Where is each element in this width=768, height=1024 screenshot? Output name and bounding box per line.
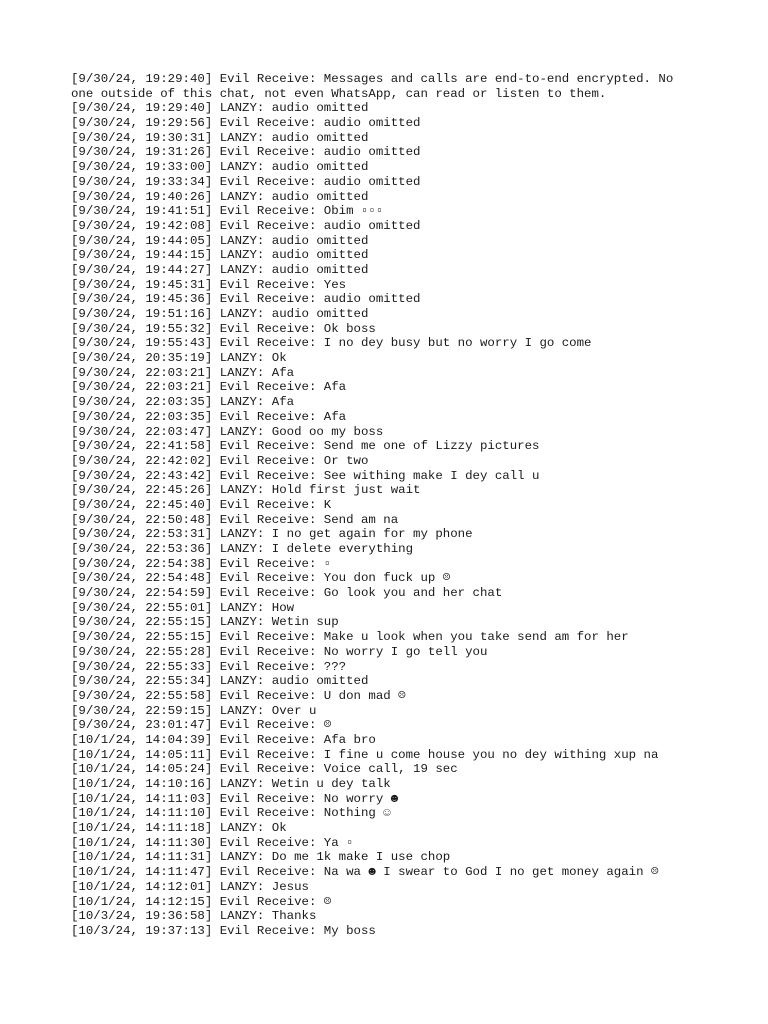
message-line: [9/30/24, 22:45:40] Evil Receive: K bbox=[71, 497, 332, 512]
chat-log bbox=[71, 72, 701, 939]
message-line: [9/30/24, 22:45:26] LANZY: Hold first just wait bbox=[71, 483, 421, 498]
message-line: [9/30/24, 20:35:19] LANZY: Ok bbox=[71, 351, 287, 366]
message-line: [9/30/24, 22:03:21] LANZY: Afa bbox=[71, 365, 295, 380]
message-line: [9/30/24, 19:33:00] LANZY: audio omitted bbox=[71, 160, 369, 175]
message-line: [9/30/24, 22:55:33] Evil Receive: ??? bbox=[71, 659, 347, 674]
message-line: [9/30/24, 22:41:58] Evil Receive: Send me one of Lizzy pictures bbox=[71, 439, 540, 454]
message-line: [9/30/24, 19:44:05] LANZY: audio omitted bbox=[71, 233, 369, 248]
message-line: [9/30/24, 22:50:48] Evil Receive: Send am na bbox=[71, 512, 399, 527]
message-line: [9/30/24, 19:29:56] Evil Receive: audio omitted bbox=[71, 116, 421, 131]
message-line: [10/1/24, 14:11:30] Evil Receive: Ya ▫ bbox=[71, 835, 354, 850]
message-line: [9/30/24, 19:55:43] Evil Receive: I no dey busy but no worry I go come bbox=[71, 336, 592, 351]
message-line: [9/30/24, 23:01:47] Evil Receive: ☹ bbox=[71, 718, 332, 733]
message-line: [9/30/24, 19:30:31] LANZY: audio omitted bbox=[71, 130, 369, 145]
message-line: [9/30/24, 19:29:40] LANZY: audio omitted bbox=[71, 101, 369, 116]
message-continuation-line: one outside of this chat, not even WhatsApp, can read or listen to them. bbox=[71, 86, 607, 101]
message-line: [9/30/24, 22:55:15] LANZY: Wetin sup bbox=[71, 615, 339, 630]
message-line: [10/1/24, 14:12:01] LANZY: Jesus bbox=[71, 879, 309, 894]
message-line: [9/30/24, 22:43:42] Evil Receive: See withing make I dey call u bbox=[71, 468, 540, 483]
message-line: [10/3/24, 19:37:13] Evil Receive: My boss bbox=[71, 923, 376, 938]
message-line: [9/30/24, 22:03:47] LANZY: Good oo my boss bbox=[71, 424, 384, 439]
message-line: [10/1/24, 14:10:16] LANZY: Wetin u dey talk bbox=[71, 777, 391, 791]
message-line: [9/30/24, 22:03:35] Evil Receive: Afa bbox=[71, 409, 347, 424]
message-line: [9/30/24, 19:40:26] LANZY: audio omitted bbox=[71, 189, 369, 204]
message-line: [9/30/24, 19:41:51] Evil Receive: Obim ▫▫▫ bbox=[71, 204, 384, 219]
message-line: [9/30/24, 22:42:02] Evil Receive: Or two bbox=[71, 453, 369, 468]
message-line: [9/30/24, 22:53:36] LANZY: I delete everything bbox=[71, 542, 414, 556]
message-line: [10/1/24, 14:11:03] Evil Receive: No worry ☻ bbox=[71, 791, 399, 806]
message-line: [10/1/24, 14:11:31] LANZY: Do me 1k make I use chop bbox=[71, 850, 451, 865]
message-line: [9/30/24, 19:45:36] Evil Receive: audio omitted bbox=[71, 292, 421, 307]
message-line: [9/30/24, 22:53:31] LANZY: I no get again for my phone bbox=[71, 527, 473, 542]
message-line: [10/1/24, 14:12:15] Evil Receive: ☹ bbox=[71, 894, 332, 909]
message-line: [9/30/24, 22:55:01] LANZY: How bbox=[71, 600, 295, 615]
message-line: [10/3/24, 19:36:58] LANZY: Thanks bbox=[71, 909, 317, 924]
message-line: [10/1/24, 14:04:39] Evil Receive: Afa bro bbox=[71, 732, 376, 747]
message-line: [9/30/24, 22:55:28] Evil Receive: No worry I go tell you bbox=[71, 644, 488, 659]
message-line: [9/30/24, 22:54:38] Evil Receive: ▫ bbox=[71, 556, 332, 571]
message-line: [10/1/24, 14:11:47] Evil Receive: Na wa ☻ I swear to God I no get money again ☹ bbox=[71, 865, 659, 880]
message-line: [9/30/24, 19:31:26] Evil Receive: audio omitted bbox=[71, 145, 421, 160]
message-line: [9/30/24, 19:42:08] Evil Receive: audio omitted bbox=[71, 218, 421, 233]
message-line: [9/30/24, 22:55:15] Evil Receive: Make u look when you take send am for her bbox=[71, 630, 629, 645]
message-line: [9/30/24, 19:51:16] LANZY: audio omitted bbox=[71, 307, 369, 321]
message-line: [9/30/24, 19:44:27] LANZY: audio omitted bbox=[71, 262, 369, 277]
message-line: [9/30/24, 22:55:34] LANZY: audio omitted bbox=[71, 674, 369, 689]
message-line: [9/30/24, 22:59:15] LANZY: Over u bbox=[71, 703, 317, 718]
message-line: [9/30/24, 22:03:35] LANZY: Afa bbox=[71, 395, 295, 410]
message-line: [9/30/24, 22:55:58] Evil Receive: U don mad ☹ bbox=[71, 688, 406, 703]
message-line: [10/1/24, 14:05:11] Evil Receive: I fine u come house you no dey withing xup na bbox=[71, 747, 659, 762]
message-line: [9/30/24, 22:03:21] Evil Receive: Afa bbox=[71, 380, 347, 395]
message-line: [9/30/24, 19:33:34] Evil Receive: audio omitted bbox=[71, 174, 421, 189]
message-line: [9/30/24, 19:45:31] Evil Receive: Yes bbox=[71, 277, 347, 292]
message-line: [9/30/24, 19:55:32] Evil Receive: Ok boss bbox=[71, 321, 376, 336]
message-line: [9/30/24, 19:29:40] Evil Receive: Messages and calls are end-to-end encrypted. No bbox=[71, 72, 674, 86]
message-line: [9/30/24, 19:44:15] LANZY: audio omitted bbox=[71, 248, 369, 263]
message-line: [9/30/24, 22:54:48] Evil Receive: You don fuck up ☹ bbox=[71, 571, 451, 586]
message-line: [10/1/24, 14:05:24] Evil Receive: Voice call, 19 sec bbox=[71, 762, 458, 777]
message-line: [10/1/24, 14:11:10] Evil Receive: Nothing ☺ bbox=[71, 806, 391, 821]
message-line: [9/30/24, 22:54:59] Evil Receive: Go look you and her chat bbox=[71, 586, 503, 601]
message-line: [10/1/24, 14:11:18] LANZY: Ok bbox=[71, 821, 287, 836]
